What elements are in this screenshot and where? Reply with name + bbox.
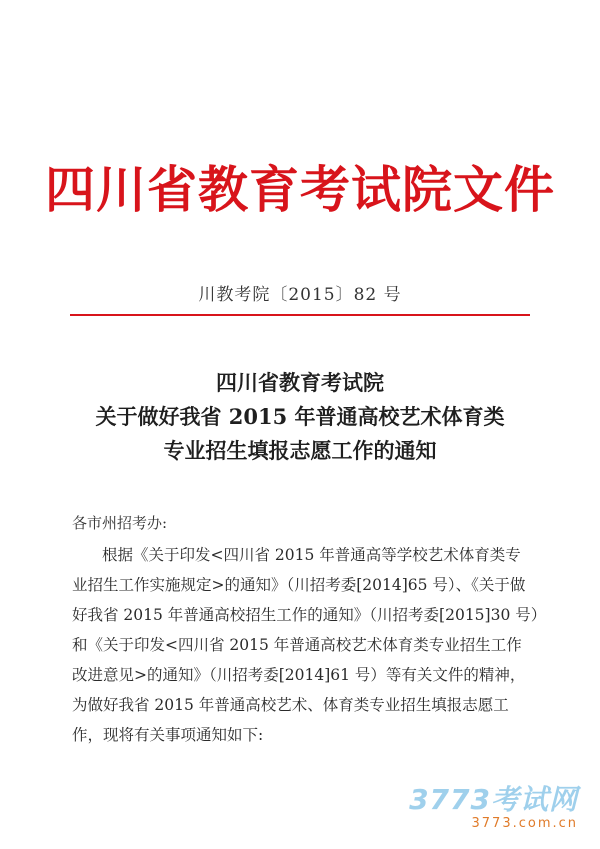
watermark-logo-text: 3773考试网 bbox=[409, 783, 578, 816]
body-line: 作，现将有关事项通知如下: bbox=[72, 726, 264, 744]
site-watermark bbox=[409, 778, 578, 831]
body-line: 业招生工作实施规定>的通知》（川招考委[2014]65 号）、《关于做 bbox=[72, 576, 526, 594]
greeting: 各市州招考办: bbox=[72, 514, 168, 532]
body-line: 根据《关于印发<四川省 2015 年普通高等学校艺术体育类专 bbox=[102, 546, 521, 564]
body-line: 改进意见>的通知》（川招考委[2014]61 号）等有关文件的精神， bbox=[72, 666, 526, 684]
notice-title bbox=[0, 366, 600, 468]
title-line-1: 四川省教育考试院 bbox=[216, 370, 384, 395]
title-line-2: 关于做好我省 2015 年普通高校艺术体育类 bbox=[95, 404, 505, 429]
body-text bbox=[72, 540, 550, 750]
body-line: 好我省 2015 年普通高校招生工作的通知》（川招考委[2015]30 号） bbox=[72, 606, 547, 624]
document-number: 川教考院〔2015〕82 号 bbox=[198, 285, 402, 305]
body-line: 和《关于印发<四川省 2015 年普通高校艺术体育类专业招生工作 bbox=[72, 636, 522, 654]
masthead-title: 四川省教育考试院文件 bbox=[45, 161, 555, 219]
red-divider-line bbox=[70, 314, 530, 316]
title-line-3: 专业招生填报志愿工作的通知 bbox=[163, 438, 437, 463]
watermark-url: 3773.com.cn bbox=[471, 816, 578, 831]
body-line: 为做好我省 2015 年普通高校艺术、体育类专业招生填报志愿工 bbox=[72, 696, 509, 714]
